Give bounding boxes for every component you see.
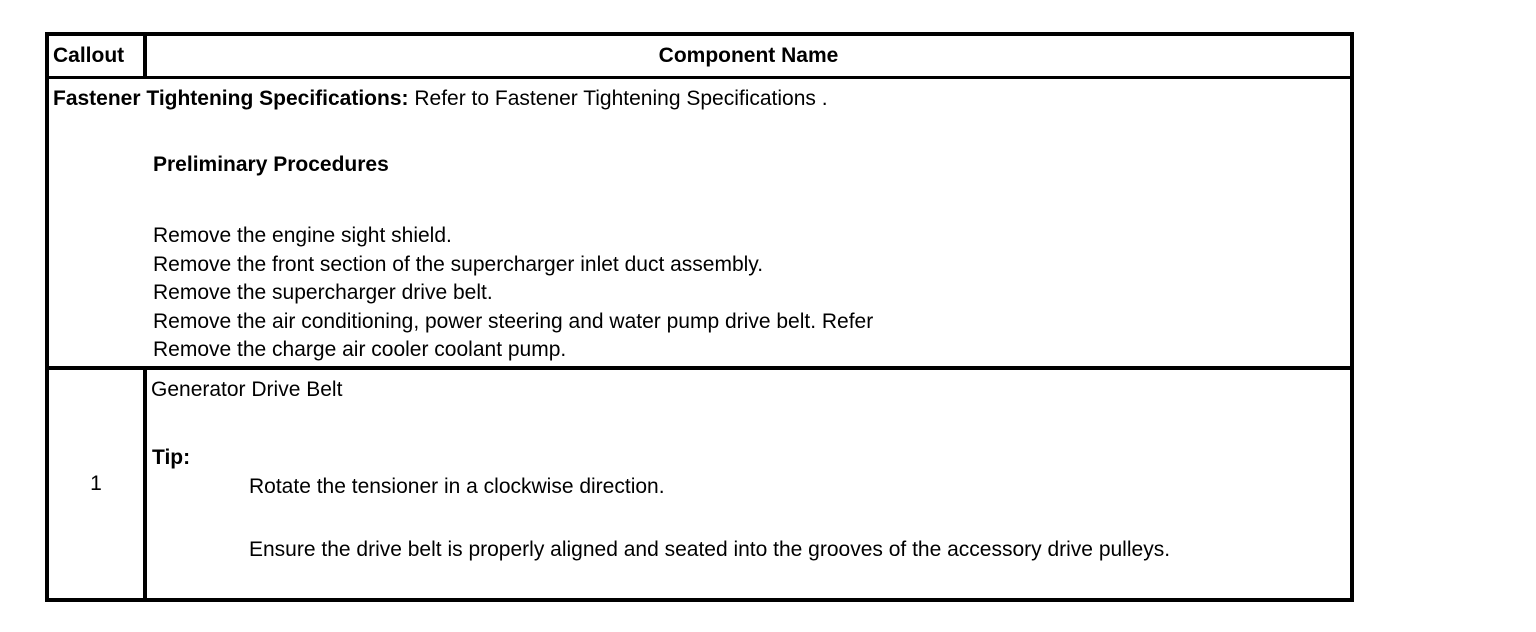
fastener-spec-line: [53, 87, 828, 111]
tip-text: Ensure the drive belt is properly aligned and seated into the grooves of the accessory drive pulleys.: [249, 538, 1171, 561]
fastener-spec-label: Fastener Tightening Specifications:: [53, 87, 409, 110]
component-name: Generator Drive Belt: [151, 378, 343, 401]
row-component-cell: [147, 370, 1350, 598]
preliminary-step: Remove the air conditioning, power steering and water pump drive belt. Refer: [153, 309, 874, 333]
table-row: [49, 370, 1350, 598]
preliminary-step: Remove the engine sight shield.: [153, 224, 452, 247]
preliminary-step: Remove the supercharger drive belt.: [153, 281, 493, 305]
preliminary-title: Preliminary Procedures: [153, 153, 389, 176]
row-callout-number: 1: [90, 472, 102, 495]
header-component-name: Component Name: [658, 44, 839, 67]
tip-label: Tip:: [152, 446, 191, 469]
header-callout: Callout: [53, 44, 125, 67]
table-header-row: [49, 36, 1350, 79]
fastener-spec-text: Refer to Fastener Tightening Specifications .: [408, 87, 828, 110]
preliminary-section: [49, 79, 1350, 370]
component-table: [45, 32, 1354, 602]
preliminary-steps-list: [153, 222, 873, 365]
preliminary-step: Remove the front section of the supercharger inlet duct assembly.: [153, 252, 764, 276]
preliminary-step: Remove the charge air cooler coolant pump.: [153, 338, 567, 362]
tip-text: Rotate the tensioner in a clockwise direction.: [249, 475, 665, 498]
